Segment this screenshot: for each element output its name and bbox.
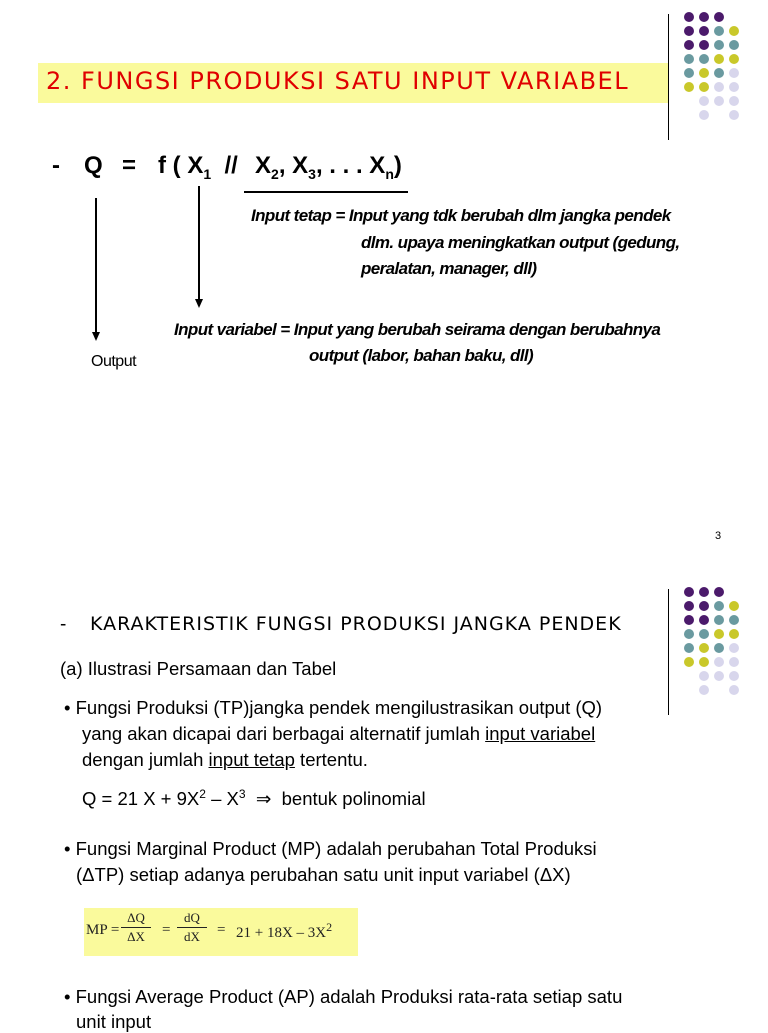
implies-arrow-icon: ⇒ — [255, 788, 272, 810]
formula-sub-n: n — [385, 165, 394, 182]
decorative-dot — [699, 12, 709, 22]
decorative-dot — [729, 68, 739, 78]
decorative-dot — [684, 657, 694, 667]
decorative-dot — [714, 643, 724, 653]
mp-frac1-den: ΔX — [127, 929, 145, 944]
formula-q: Q — [84, 152, 103, 179]
equation-part-b: – X — [205, 788, 239, 810]
decorative-dot — [729, 643, 739, 653]
bullet-1-line1: • Fungsi Produksi (TP)jangka pendek mengilustrasikan output (Q) — [64, 697, 603, 718]
formula-variable-part — [158, 152, 238, 182]
formula-separator: // — [224, 152, 238, 179]
decorative-dot — [729, 54, 739, 64]
decorative-dot — [684, 40, 694, 50]
decorative-dot — [699, 657, 709, 667]
dot-grid-decoration — [684, 12, 754, 122]
mp-rhs-exp: 2 — [326, 920, 333, 934]
formula-x3: , X — [278, 152, 309, 179]
bullet-1-line2 — [82, 723, 595, 745]
input-tetap-line1: Input tetap = Input yang tdk berubah dlm jangka pendek — [251, 206, 671, 225]
decorative-dot — [714, 12, 724, 22]
section-title: KARAKTERISTIK FUNGSI PRODUKSI JANGKA PENDEK — [90, 613, 622, 635]
equation-label: bentuk polinomial — [281, 788, 426, 810]
input-variabel-underlined: input variabel — [485, 723, 596, 744]
formula-close: ) — [393, 152, 402, 179]
fixed-input-underline — [244, 191, 408, 193]
decorative-dot — [699, 54, 709, 64]
formula-sub-3: 3 — [308, 165, 316, 182]
vertical-rule — [668, 14, 669, 140]
formula-sub-1: 1 — [203, 165, 212, 182]
decorative-dot — [699, 615, 709, 625]
decorative-dot — [684, 68, 694, 78]
decorative-dot — [729, 657, 739, 667]
equation-part-a: Q = 21 X + 9X — [82, 788, 200, 810]
decorative-dot — [699, 671, 709, 681]
bullet-1-line3 — [82, 749, 368, 771]
output-arrow-shaft — [95, 198, 97, 332]
bullet-1-line3-text: dengan jumlah — [82, 749, 209, 770]
decorative-dot — [699, 68, 709, 78]
input-variabel-line2: output (labor, bahan baku, dll) — [309, 346, 534, 365]
decorative-dot — [699, 629, 709, 639]
decorative-dot — [714, 629, 724, 639]
decorative-dot — [714, 26, 724, 36]
bullet-2-line1: • Fungsi Marginal Product (MP) adalah perubahan Total Produksi — [64, 838, 597, 859]
output-arrow-head — [92, 332, 100, 341]
formula-x2: X — [255, 152, 272, 179]
bullet-1-line2-text: yang akan dicapai dari berbagai alternatif jumlah — [82, 723, 486, 744]
mp-fraction-derivative — [177, 910, 207, 945]
input-tetap-line2: dlm. upaya meningkatkan output (gedung, — [361, 233, 680, 252]
slide-title: 2. FUNGSI PRODUKSI SATU INPUT VARIABEL — [46, 67, 630, 95]
decorative-dot — [729, 685, 739, 695]
output-label: Output — [91, 353, 137, 370]
decorative-dot — [714, 82, 724, 92]
formula-fixed-part — [255, 152, 402, 182]
decorative-dot — [699, 82, 709, 92]
decorative-dot — [684, 601, 694, 611]
polynomial-equation — [82, 787, 426, 810]
decorative-dot — [684, 629, 694, 639]
decorative-dot — [729, 96, 739, 106]
bullet-1-line3-end: tertentu. — [294, 749, 368, 770]
decorative-dot — [699, 26, 709, 36]
decorative-dot — [699, 96, 709, 106]
dot-grid-decoration — [684, 587, 754, 697]
decorative-dot — [699, 643, 709, 653]
input-variabel-line1: Input variabel = Input yang berubah seirama dengan berubahnya — [174, 320, 661, 339]
formula-f-open: f ( X — [158, 152, 204, 179]
mp-frac2-num: dQ — [184, 910, 200, 925]
decorative-dot — [729, 629, 739, 639]
decorative-dot — [714, 615, 724, 625]
mp-frac2-den: dX — [184, 929, 200, 944]
input-tetap-line3: peralatan, manager, dll) — [361, 259, 537, 278]
decorative-dot — [699, 110, 709, 120]
decorative-dot — [714, 54, 724, 64]
bullet-2-line2: (ΔTP) setiap adanya perubahan satu unit input variabel (ΔX) — [76, 864, 571, 885]
mp-frac2-bar — [177, 927, 207, 928]
decorative-dot — [729, 40, 739, 50]
decorative-dot — [729, 26, 739, 36]
formula-dash: - — [52, 152, 60, 179]
decorative-dot — [714, 40, 724, 50]
decorative-dot — [699, 587, 709, 597]
decorative-dot — [714, 96, 724, 106]
page-number: 3 — [715, 530, 722, 542]
equation-exp-2: 3 — [238, 787, 246, 801]
equation-exp-1: 2 — [199, 787, 206, 801]
decorative-dot — [699, 40, 709, 50]
mp-eq2: = — [217, 922, 226, 938]
decorative-dot — [714, 657, 724, 667]
decorative-dot — [684, 615, 694, 625]
mp-eq1: = — [162, 922, 171, 938]
decorative-dot — [714, 68, 724, 78]
mp-rhs-text: 21 + 18X – 3X — [236, 925, 327, 941]
section-dash: - — [60, 614, 67, 635]
formula-xn: , . . . X — [315, 152, 386, 179]
decorative-dot — [684, 82, 694, 92]
production-function-formula — [52, 152, 60, 180]
decorative-dot — [714, 671, 724, 681]
mp-rhs — [236, 920, 332, 942]
bullet-3-line2: unit input — [76, 1011, 152, 1032]
subtitle: (a) Ilustrasi Persamaan dan Tabel — [60, 658, 337, 679]
input-tetap-underlined: input tetap — [208, 749, 295, 770]
decorative-dot — [729, 671, 739, 681]
vertical-rule — [668, 589, 669, 715]
mp-frac1-num: ΔQ — [127, 910, 145, 925]
bullet-3-line1: • Fungsi Average Product (AP) adalah Produksi rata-rata setiap satu — [64, 986, 623, 1007]
decorative-dot — [684, 54, 694, 64]
decorative-dot — [729, 615, 739, 625]
mp-fraction-delta — [121, 910, 151, 945]
decorative-dot — [729, 601, 739, 611]
decorative-dot — [684, 26, 694, 36]
decorative-dot — [684, 12, 694, 22]
decorative-dot — [684, 587, 694, 597]
mp-frac1-bar — [121, 927, 151, 928]
decorative-dot — [729, 82, 739, 92]
decorative-dot — [699, 685, 709, 695]
variable-arrow-shaft — [198, 186, 200, 300]
formula-sub-2: 2 — [271, 165, 279, 182]
decorative-dot — [714, 601, 724, 611]
decorative-dot — [714, 587, 724, 597]
variable-arrow-head — [195, 299, 203, 308]
decorative-dot — [684, 643, 694, 653]
slide-gap — [0, 555, 768, 575]
mp-lhs: MP = — [86, 922, 120, 938]
decorative-dot — [729, 110, 739, 120]
decorative-dot — [699, 601, 709, 611]
formula-equals: = — [122, 152, 137, 179]
